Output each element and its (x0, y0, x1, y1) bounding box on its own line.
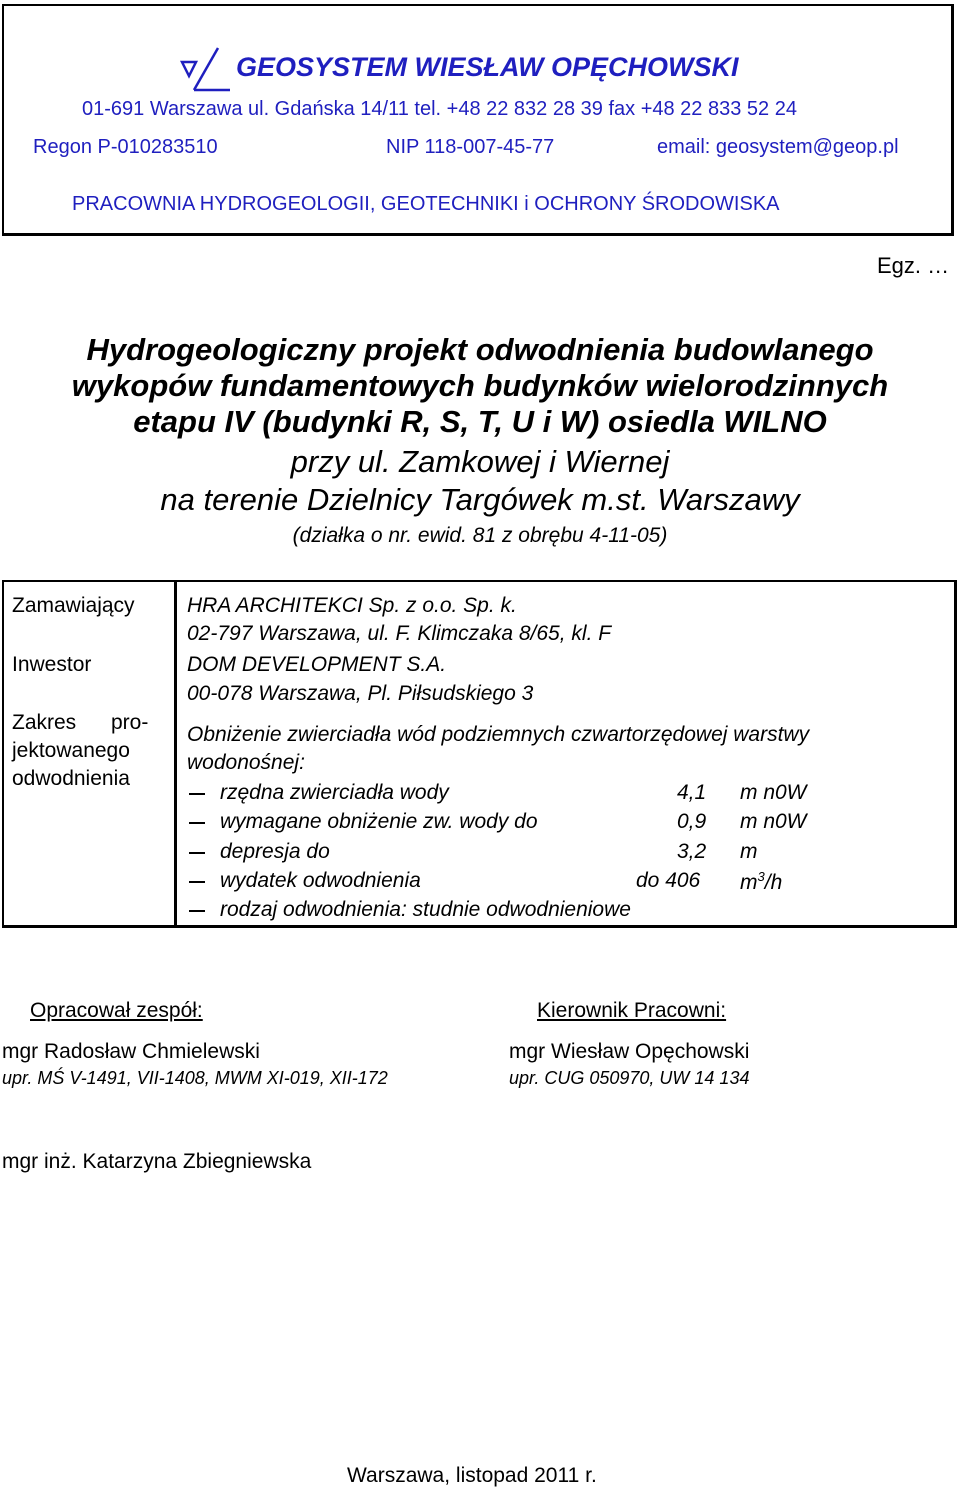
copy-label: Egz. … (877, 253, 950, 278)
scope-label-1: Zakres (12, 711, 77, 734)
bullet-dash (189, 910, 205, 912)
scope-description-2: wodonośnej: (187, 751, 305, 774)
client-label: Zamawiający (12, 594, 135, 617)
param-unit: m n0W (740, 810, 807, 833)
place-date: Warszawa, listopad 2011 r. (347, 1464, 597, 1487)
unit-superscript: 3 (757, 869, 765, 884)
param-value: 4,1 (677, 781, 707, 804)
company-email: email: geosystem@geop.pl (657, 136, 899, 158)
company-address: 01-691 Warszawa ul. Gdańska 14/11 tel. +48 22 832 28 39 fax +48 22 833 52 24 (82, 98, 797, 120)
title-line-2: wykopów fundamentowych budynków wielorodzinnych (71, 368, 889, 403)
dewatering-type: rodzaj odwodnienia: studnie odwodnieniowe (220, 898, 631, 921)
investor-label: Inwestor (12, 653, 92, 676)
head-label: Kierownik Pracowni: (537, 999, 727, 1022)
param-value: 0,9 (677, 810, 707, 833)
param-name: wydatek odwodnienia (220, 869, 421, 892)
company-regon: Regon P-010283510 (33, 136, 218, 158)
param-unit: m n0W (740, 781, 807, 804)
bullet-dash (189, 852, 205, 854)
investor-address: 00-078 Warszawa, Pl. Piłsudskiego 3 (187, 682, 534, 705)
title-line-5: na terenie Dzielnicy Targówek m.st. Warszawy (160, 482, 800, 517)
param-unit: m (740, 840, 758, 863)
team-member-2-name: mgr inż. Katarzyna Zbiegniewska (2, 1150, 312, 1173)
scope-label-3: odwodnienia (12, 767, 130, 790)
title-line-1: Hydrogeologiczny projekt odwodnienia budowlanego (86, 332, 874, 367)
plot-subtitle: (działka o nr. ewid. 81 z obrębu 4-11-05) (292, 524, 668, 547)
param-name: rzędna zwierciadła wody (220, 781, 449, 804)
scope-description-1: Obniżenie zwierciadła wód podziemnych czwartorzędowej warstwy (187, 723, 810, 746)
client-address: 02-797 Warszawa, ul. F. Klimczaka 8/65, kl. F (187, 622, 612, 645)
bullet-dash (189, 881, 205, 883)
scope-label-1b: pro- (111, 711, 149, 734)
title-line-3: etapu IV (budynki R, S, T, U i W) osiedla WILNO (133, 404, 827, 439)
team-member-1-name: mgr Radosław Chmielewski (2, 1040, 260, 1063)
head-name: mgr Wiesław Opęchowski (509, 1040, 750, 1063)
team-member-1-licenses: upr. MŚ V-1491, VII-1408, MWM XI-019, XII-172 (2, 1068, 388, 1088)
param-value: do 406 (636, 869, 701, 892)
investor-name: DOM DEVELOPMENT S.A. (187, 653, 447, 676)
param-value: 3,2 (677, 840, 707, 863)
scope-label-2: jektowanego (12, 739, 130, 762)
param-name: depresja do (220, 840, 330, 863)
team-label: Opracował zespół: (30, 999, 203, 1022)
company-nip: NIP 118-007-45-77 (386, 136, 555, 158)
client-name: HRA ARCHITEKCI Sp. z o.o. Sp. k. (187, 594, 517, 617)
table-column-divider (174, 582, 177, 925)
param-name: wymagane obniżenie zw. wody do (220, 810, 538, 833)
company-name: GEOSYSTEM WIESŁAW OPĘCHOWSKI (236, 52, 739, 82)
department-name: PRACOWNIA HYDROGEOLOGII, GEOTECHNIKI i OCHRONY ŚRODOWISKA (72, 193, 780, 215)
bullet-dash (189, 822, 205, 824)
geosystem-logo-icon (180, 46, 232, 94)
title-line-4: przy ul. Zamkowej i Wiernej (290, 444, 670, 479)
bullet-dash (189, 793, 205, 795)
param-unit: $m^3/h$ (740, 869, 783, 894)
head-licenses: upr. CUG 050970, UW 14 134 (509, 1068, 750, 1088)
